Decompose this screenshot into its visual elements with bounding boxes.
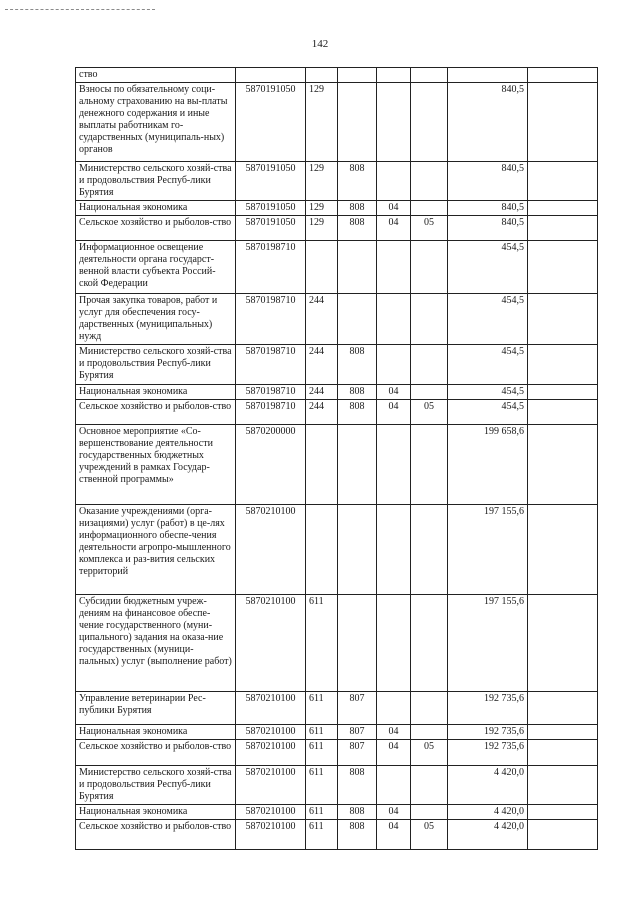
row-sum: 454,5	[448, 345, 528, 385]
row-pr	[411, 385, 448, 400]
row-empty	[528, 425, 598, 505]
row-rz	[377, 241, 411, 294]
row-pr	[411, 162, 448, 201]
row-vr	[306, 68, 338, 83]
row-pr	[411, 201, 448, 216]
row-vr: 611	[306, 595, 338, 692]
row-vr	[306, 241, 338, 294]
row-code: 5870210100	[236, 725, 306, 740]
row-code: 5870210100	[236, 692, 306, 725]
row-grbs	[338, 83, 377, 162]
row-pr	[411, 692, 448, 725]
row-empty	[528, 740, 598, 766]
row-rz	[377, 692, 411, 725]
row-code: 5870210100	[236, 505, 306, 595]
row-grbs: 808	[338, 345, 377, 385]
row-grbs	[338, 241, 377, 294]
row-code: 5870210100	[236, 820, 306, 850]
row-grbs: 808	[338, 385, 377, 400]
row-code: 5870210100	[236, 595, 306, 692]
row-code: 5870191050	[236, 83, 306, 162]
row-rz: 04	[377, 820, 411, 850]
row-empty	[528, 201, 598, 216]
row-sum: 840,5	[448, 162, 528, 201]
row-sum: 197 155,6	[448, 505, 528, 595]
row-rz: 04	[377, 400, 411, 425]
row-empty	[528, 385, 598, 400]
table-row	[76, 692, 598, 725]
row-sum: 454,5	[448, 400, 528, 425]
row-vr: 611	[306, 820, 338, 850]
row-name: Управление ветеринарии Рес-публики Бурятия	[76, 692, 236, 725]
row-grbs: 808	[338, 201, 377, 216]
row-pr	[411, 345, 448, 385]
row-vr: 611	[306, 725, 338, 740]
table-row	[76, 425, 598, 505]
row-name: Сельское хозяйство и рыболов-ство	[76, 820, 236, 850]
row-rz	[377, 345, 411, 385]
row-vr: 244	[306, 385, 338, 400]
row-name: Оказание учреждениями (орга-низациями) услуг (работ) в це-лях информационного обеспе-чения деятельности агропро-мышленного комплекса и раз-вития сельских территорий	[76, 505, 236, 595]
table-row	[76, 162, 598, 201]
row-code: 5870210100	[236, 805, 306, 820]
table-row	[76, 216, 598, 241]
table-row	[76, 385, 598, 400]
row-pr: 05	[411, 400, 448, 425]
row-code: 5870210100	[236, 740, 306, 766]
row-rz: 04	[377, 216, 411, 241]
row-empty	[528, 83, 598, 162]
row-sum: 840,5	[448, 83, 528, 162]
row-rz	[377, 68, 411, 83]
row-empty	[528, 345, 598, 385]
table-row	[76, 83, 598, 162]
row-name: Национальная экономика	[76, 385, 236, 400]
row-rz: 04	[377, 201, 411, 216]
row-pr: 05	[411, 740, 448, 766]
row-grbs: 807	[338, 692, 377, 725]
table-row	[76, 345, 598, 385]
row-code: 5870200000	[236, 425, 306, 505]
row-empty	[528, 216, 598, 241]
row-vr	[306, 505, 338, 595]
row-grbs: 808	[338, 766, 377, 805]
row-code: 5870198710	[236, 345, 306, 385]
row-name: Министерство сельского хозяй-ства и продовольствия Респуб-лики Бурятия	[76, 162, 236, 201]
row-name: Министерство сельского хозяй-ства и продовольствия Респуб-лики Бурятия	[76, 766, 236, 805]
row-rz	[377, 766, 411, 805]
row-name: Сельское хозяйство и рыболов-ство	[76, 400, 236, 425]
row-vr: 611	[306, 692, 338, 725]
row-rz	[377, 162, 411, 201]
header-rule	[5, 9, 155, 10]
row-pr	[411, 83, 448, 162]
row-code	[236, 68, 306, 83]
row-sum: 199 658,6	[448, 425, 528, 505]
table-row	[76, 740, 598, 766]
row-rz	[377, 294, 411, 345]
row-sum: 192 735,6	[448, 740, 528, 766]
table-row	[76, 294, 598, 345]
table-row	[76, 505, 598, 595]
row-pr	[411, 766, 448, 805]
row-code: 5870191050	[236, 201, 306, 216]
row-sum: 197 155,6	[448, 595, 528, 692]
row-empty	[528, 595, 598, 692]
row-empty	[528, 820, 598, 850]
row-code: 5870191050	[236, 216, 306, 241]
row-empty	[528, 294, 598, 345]
row-sum: 4 420,0	[448, 766, 528, 805]
row-empty	[528, 505, 598, 595]
table-row	[76, 725, 598, 740]
row-rz: 04	[377, 385, 411, 400]
row-grbs: 808	[338, 820, 377, 850]
table-row	[76, 766, 598, 805]
table-row	[76, 820, 598, 850]
table-row	[76, 805, 598, 820]
page-number: 142	[311, 38, 329, 50]
row-empty	[528, 400, 598, 425]
row-pr: 05	[411, 820, 448, 850]
row-sum: 840,5	[448, 201, 528, 216]
row-grbs: 808	[338, 400, 377, 425]
row-rz: 04	[377, 740, 411, 766]
row-rz	[377, 595, 411, 692]
row-code: 5870191050	[236, 162, 306, 201]
row-name: Прочая закупка товаров, работ и услуг для обеспечения госу-дарственных (муниципальных) нужд	[76, 294, 236, 345]
row-sum: 454,5	[448, 241, 528, 294]
row-rz: 04	[377, 805, 411, 820]
row-empty	[528, 766, 598, 805]
row-name: Взносы по обязательному соци-альному страхованию на вы-платы денежного содержания и иные выплаты работникам го-сударственных (муниципаль-ных) органов	[76, 83, 236, 162]
row-empty	[528, 692, 598, 725]
row-pr	[411, 241, 448, 294]
row-sum	[448, 68, 528, 83]
row-pr	[411, 68, 448, 83]
row-pr	[411, 725, 448, 740]
row-name: Национальная экономика	[76, 725, 236, 740]
row-vr: 611	[306, 766, 338, 805]
row-empty	[528, 241, 598, 294]
row-empty	[528, 162, 598, 201]
row-name: Национальная экономика	[76, 201, 236, 216]
row-name: Информационное освещение деятельности органа государст-венной власти субъекта Россий-ской Федерации	[76, 241, 236, 294]
row-sum: 840,5	[448, 216, 528, 241]
row-name: Министерство сельского хозяй-ства и продовольствия Респуб-лики Бурятия	[76, 345, 236, 385]
row-name: Сельское хозяйство и рыболов-ство	[76, 216, 236, 241]
row-grbs	[338, 68, 377, 83]
row-pr	[411, 505, 448, 595]
row-grbs: 807	[338, 740, 377, 766]
row-vr: 129	[306, 83, 338, 162]
row-code: 5870198710	[236, 241, 306, 294]
row-grbs: 808	[338, 805, 377, 820]
row-code: 5870198710	[236, 385, 306, 400]
row-grbs	[338, 294, 377, 345]
row-vr: 244	[306, 294, 338, 345]
row-grbs	[338, 425, 377, 505]
row-sum: 4 420,0	[448, 805, 528, 820]
row-empty	[528, 725, 598, 740]
row-pr	[411, 294, 448, 345]
row-pr: 05	[411, 216, 448, 241]
row-grbs: 808	[338, 216, 377, 241]
table-row	[76, 595, 598, 692]
row-pr	[411, 805, 448, 820]
row-code: 5870210100	[236, 766, 306, 805]
row-grbs: 808	[338, 162, 377, 201]
row-code: 5870198710	[236, 400, 306, 425]
row-vr: 129	[306, 216, 338, 241]
row-pr	[411, 595, 448, 692]
row-rz: 04	[377, 725, 411, 740]
row-rz	[377, 505, 411, 595]
row-vr: 611	[306, 740, 338, 766]
row-empty	[528, 805, 598, 820]
row-grbs	[338, 595, 377, 692]
row-sum: 4 420,0	[448, 820, 528, 850]
row-name: Сельское хозяйство и рыболов-ство	[76, 740, 236, 766]
row-vr: 611	[306, 805, 338, 820]
row-name: ство	[76, 68, 236, 83]
table-row	[76, 400, 598, 425]
row-empty	[528, 68, 598, 83]
row-name: Основное мероприятие «Со-вершенствование деятельности государственных бюджетных учреждений в рамках Государ-ственной программы»	[76, 425, 236, 505]
row-code: 5870198710	[236, 294, 306, 345]
row-grbs: 807	[338, 725, 377, 740]
row-vr: 244	[306, 345, 338, 385]
table-row	[76, 241, 598, 294]
budget-table	[75, 67, 598, 850]
row-vr	[306, 425, 338, 505]
row-sum: 454,5	[448, 385, 528, 400]
row-vr: 129	[306, 201, 338, 216]
row-grbs	[338, 505, 377, 595]
table-row	[76, 68, 598, 83]
row-name: Субсидии бюджетным учреж-дениям на финансовое обеспе-чение государственного (муни-ципального) задания на оказа-ние государственных (муници-пальных) услуг (выполнение работ)	[76, 595, 236, 692]
row-rz	[377, 425, 411, 505]
row-sum: 192 735,6	[448, 725, 528, 740]
table-row	[76, 201, 598, 216]
row-sum: 454,5	[448, 294, 528, 345]
row-rz	[377, 83, 411, 162]
row-pr	[411, 425, 448, 505]
row-name: Национальная экономика	[76, 805, 236, 820]
row-vr: 244	[306, 400, 338, 425]
row-sum: 192 735,6	[448, 692, 528, 725]
row-vr: 129	[306, 162, 338, 201]
